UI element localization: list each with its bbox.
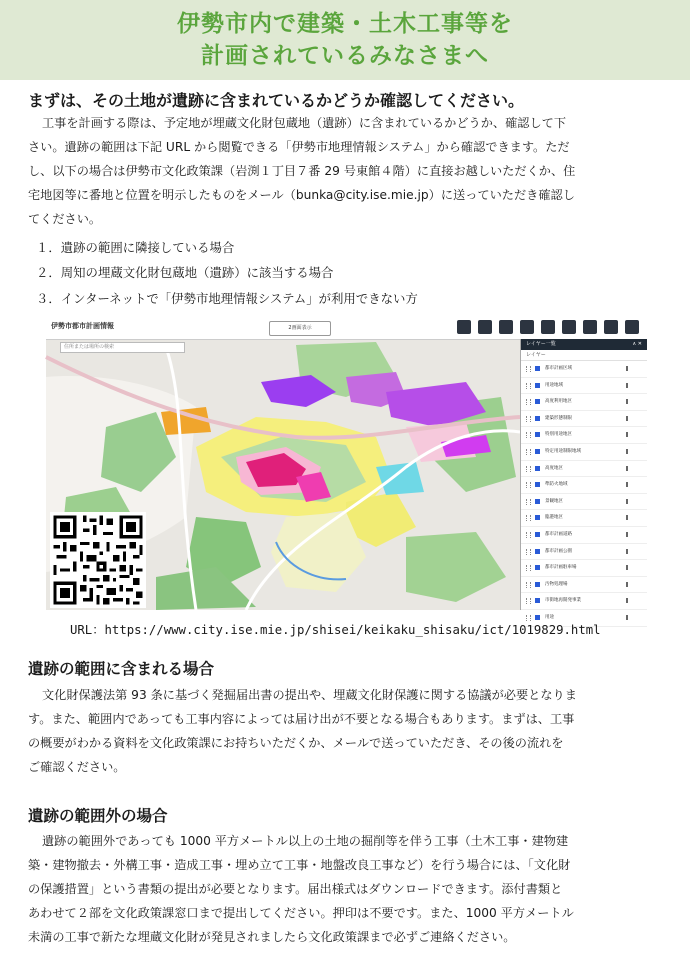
layer-row[interactable]: 用途 [521,610,647,627]
drag-handle-icon[interactable] [526,582,531,588]
checkbox-checked-icon[interactable] [535,466,540,471]
outside-line: あわせて２部を文化政策課窓口まで提出してください。押印は不要です。また、1000 平方メートル [28,906,574,920]
layer-row[interactable]: 市街地再開発事業 [521,593,647,610]
layer-row[interactable]: 準防火地域 [521,477,647,494]
checkbox-checked-icon[interactable] [535,482,540,487]
layer-row[interactable]: 都市計画駐車場 [521,560,647,577]
drag-handle-icon[interactable] [526,482,531,488]
outside-paragraph [28,829,664,949]
settings-icon[interactable] [626,366,640,371]
checkbox-checked-icon[interactable] [535,582,540,587]
layer-panel [520,339,647,620]
intro-line: さい。遺跡の範囲は下記 URL から閲覧できる「伊勢市地理情報システム」から確認できます。ただ [28,140,570,154]
split-view-button[interactable]: 2画面表示 [269,321,331,336]
checkbox-checked-icon[interactable] [535,449,540,454]
checkbox-checked-icon[interactable] [535,532,540,537]
intro-line: 宅地図等に番地と位置を明示したものをメール（bunka@city.ise.mie.jp）に送っていただき確認し [28,188,575,202]
layer-row[interactable]: 建築形態制限 [521,411,647,428]
checkbox-checked-icon[interactable] [535,598,540,603]
layer-panel-title: レイヤー一覧 [526,341,556,347]
checkbox-checked-icon[interactable] [535,499,540,504]
drag-handle-icon[interactable] [526,532,531,538]
checkbox-checked-icon[interactable] [535,549,540,554]
settings-icon[interactable] [626,416,640,421]
checkbox-checked-icon[interactable] [535,432,540,437]
layer-row[interactable]: 臨港地区 [521,510,647,527]
qr-code[interactable] [50,512,146,608]
intro-line: し、以下の場合は伊勢市文化政策課（岩渕１丁目７番 29 号東館４階）に直接お越しいただくか、住 [28,164,576,178]
settings-icon[interactable] [626,383,640,388]
checkbox-checked-icon[interactable] [535,399,540,404]
tool-icon[interactable] [478,320,492,334]
map-app-title: 伊勢市都市計画情報 [51,322,114,330]
settings-icon[interactable] [626,598,640,603]
settings-icon[interactable] [626,615,640,620]
drag-handle-icon[interactable] [526,366,531,372]
checkbox-checked-icon[interactable] [535,366,540,371]
layer-row[interactable]: 都市計画区域 [521,361,647,378]
gis-map-screenshot [46,317,646,620]
outside-heading: 遺跡の範囲外の場合 [28,807,168,825]
map-toolbar [46,317,646,340]
title-line-2: 計画されているみなさまへ [201,43,489,69]
layer-row[interactable]: 景観地区 [521,494,647,511]
outside-line: 築・建物撤去・外構工事・造成工事・埋め立て工事・地盤改良工事など）を行う場合には、「文化財 [28,858,571,872]
intro-heading: まずは、その土地が遺跡に含まれているかどうか確認してください。 [28,91,525,110]
tool-icon[interactable] [457,320,471,334]
tool-icon[interactable] [583,320,597,334]
within-line: 文化財保護法第 93 条に基づく発掘届出書の提出や、埋蔵文化財保護に関する協議が必要となりま [42,688,577,702]
settings-icon[interactable] [626,515,640,520]
layer-row[interactable]: 都市計画道路 [521,527,647,544]
within-paragraph [28,683,664,779]
list-item-2: ２．周知の埋蔵文化財包蔵地（遺跡）に該当する場合 [36,265,334,280]
outside-line: 遺跡の範囲外であっても 1000 平方メートル以上の土地の掘削等を伴う工事（土木工事・建物建 [42,834,569,848]
drag-handle-icon[interactable] [526,565,531,571]
drag-handle-icon[interactable] [526,466,531,472]
checkbox-checked-icon[interactable] [535,383,540,388]
list-item-1: １．遺跡の範囲に隣接している場合 [36,240,235,255]
layer-row[interactable]: 特定用途制限地域 [521,444,647,461]
settings-icon[interactable] [626,565,640,570]
list-item-3: ３．インターネットで「伊勢市地理情報システム」が利用できない方 [36,291,418,306]
layer-row[interactable]: 汚物処理場 [521,577,647,594]
intro-paragraph [28,111,664,231]
title-banner [0,0,690,80]
checkbox-checked-icon[interactable] [535,515,540,520]
settings-icon[interactable] [626,532,640,537]
gis-url-link[interactable]: URL：https://www.city.ise.mie.jp/shisei/keikaku_shisaku/ict/1019829.html [70,623,601,637]
checkbox-checked-icon[interactable] [535,565,540,570]
tool-icon[interactable] [625,320,639,334]
drag-handle-icon[interactable] [526,499,531,505]
title-line-1: 伊勢市内で建築・土木工事等を [177,11,513,37]
tool-icon[interactable] [562,320,576,334]
drag-handle-icon[interactable] [526,549,531,555]
within-line: の概要がわかる資料を文化政策課にお持ちいただくか、メールで送っていただき、その後の流れを [28,736,564,750]
qr-code-image [50,512,146,608]
settings-icon[interactable] [626,499,640,504]
layer-panel-header [521,339,647,350]
checkbox-checked-icon[interactable] [535,416,540,421]
drag-handle-icon[interactable] [526,399,531,405]
tool-icon[interactable] [520,320,534,334]
within-heading: 遺跡の範囲に含まれる場合 [28,660,215,678]
within-line: す。また、範囲内であっても工事内容によっては届け出が不要となる場合もあります。まずは、工事 [28,712,575,726]
drag-handle-icon[interactable] [526,432,531,438]
drag-handle-icon[interactable] [526,383,531,389]
within-line: ご確認ください。 [28,760,126,774]
tool-icon[interactable] [604,320,618,334]
drag-handle-icon[interactable] [526,598,531,604]
outside-line: の保護措置」という書類の提出が必要となります。届出様式はダウンロードできます。添付書類と [28,882,563,896]
tool-icon[interactable] [541,320,555,334]
layer-row[interactable]: 用途地域 [521,378,647,395]
layer-row[interactable]: 特別用途地区 [521,427,647,444]
settings-icon[interactable] [626,466,640,471]
map-search-input[interactable]: 住所または場所の検索 [60,342,185,353]
drag-handle-icon[interactable] [526,515,531,521]
close-icon[interactable]: ∧ ✕ [632,341,642,347]
outside-line: 未満の工事で新たな埋蔵文化財が発見されましたら文化政策課まで必ずご連絡ください。 [28,930,516,944]
settings-icon[interactable] [626,549,640,554]
layer-panel-subheader: レイヤー [521,350,647,361]
settings-icon[interactable] [626,482,640,487]
settings-icon[interactable] [626,432,640,437]
layer-row[interactable]: 都市計画公園 [521,544,647,561]
drag-handle-icon[interactable] [526,416,531,422]
drag-handle-icon[interactable] [526,449,531,455]
intro-line: てください。 [28,212,102,226]
settings-icon[interactable] [626,449,640,454]
tool-icon[interactable] [499,320,513,334]
settings-icon[interactable] [626,399,640,404]
settings-icon[interactable] [626,582,640,587]
intro-line: 工事を計画する際は、予定地が埋蔵文化財包蔵地（遺跡）に含まれているかどうか、確認して下 [42,116,567,130]
layer-row[interactable]: 高度利用地区 [521,394,647,411]
layer-row[interactable]: 高度地区 [521,461,647,478]
